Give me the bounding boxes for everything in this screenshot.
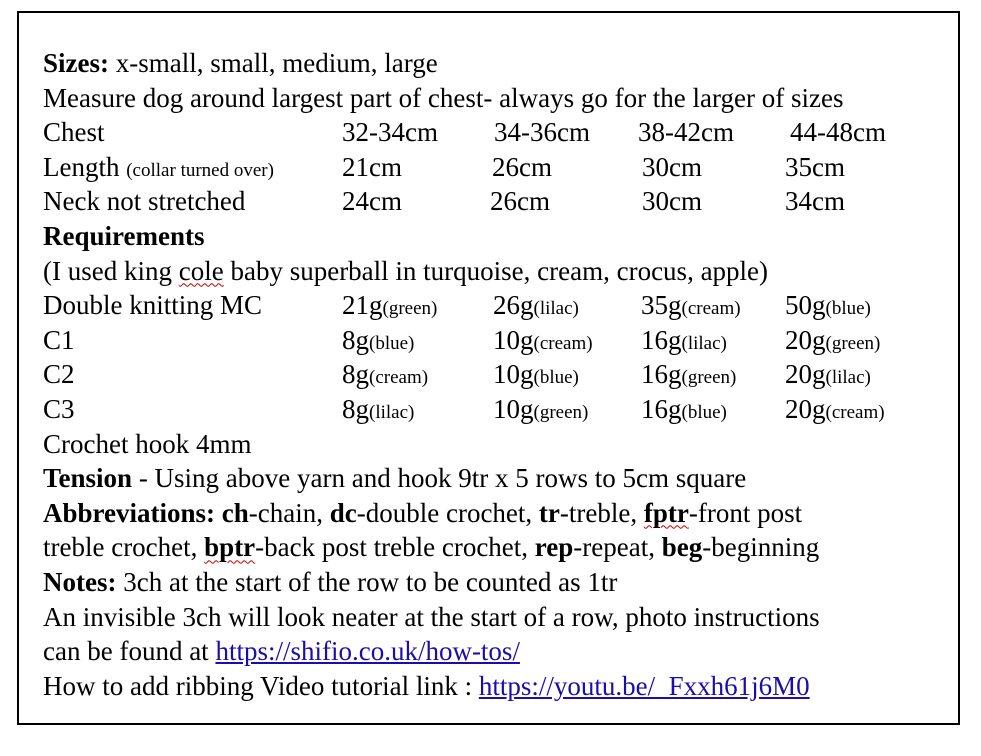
yarn-cell: 8g(blue) [342,324,415,355]
yarn-row-label: C2 [43,359,75,390]
yarn-used-post: baby superball in turquoise, cream, crocus, apple) [223,255,769,286]
invisible-ch-line-1: An invisible 3ch will look neater at the start of a row, photo instructions [43,601,820,632]
notes-label: Notes: [43,566,117,597]
chest-label: Chest [43,117,105,148]
fptr-abbrev: fptr [643,497,689,528]
chest-xsmall: 32-34cm [342,117,438,148]
yarn-row-label: C1 [43,324,75,355]
sizes-line [43,46,943,81]
chest-medium: 38-42cm [638,117,734,148]
yarn-row-label: C3 [43,393,75,424]
how-tos-link[interactable]: https://shifio.co.uk/how-tos/ [215,636,520,667]
yarn-cell: 10g(green) [493,393,589,424]
notes-line [43,565,943,600]
youtube-link[interactable]: https://youtu.be/_Fxxh61j6M0 [478,670,810,701]
yarn-row [43,288,943,323]
invisible-ch-line-2: can be found at https://shifio.co.uk/how-tos/ [43,636,520,667]
neck-small: 26cm [490,186,550,217]
yarn-cell: 16g(green) [641,359,737,390]
neck-xsmall: 24cm [342,186,402,217]
yarn-cell: 35g(cream) [641,290,741,321]
length-label: Length [43,151,127,182]
yarn-row [43,392,943,427]
yarn-cell: 20g(cream) [785,393,885,424]
yarn-row [43,323,943,358]
bptr-abbrev: bptr [204,532,256,563]
yarn-row [43,357,943,392]
yarn-brand-word: cole [178,255,224,286]
pattern-document [43,46,943,703]
tension-text: - Using above yarn and hook 9tr x 5 rows to 5cm square [132,463,747,494]
sizes-text: x-small, small, medium, large [108,48,438,78]
notes-text: 3ch at the start of the row to be counted as 1tr [116,566,618,597]
neck-medium: 30cm [642,186,702,217]
yarn-row-label: Double knitting MC [43,290,263,321]
neck-row [43,184,943,219]
yarn-cell: 26g(lilac) [493,290,579,321]
length-note: (collar turned over) [126,159,274,181]
neck-large: 34cm [785,186,845,217]
yarn-used-pre: (I used king [43,255,179,286]
yarn-cell: 50g(blue) [785,290,871,321]
requirements-title: Requirements [43,220,205,251]
yarn-cell: 10g(cream) [493,324,593,355]
yarn-cell: 20g(lilac) [785,359,871,390]
neck-label: Neck not stretched [43,186,246,217]
abbreviations-line-2: treble crochet, bptr-back post treble crochet, rep-repeat, beg-beginning [43,532,820,563]
yarn-cell: 20g(green) [785,324,881,355]
chest-row [43,115,943,150]
chest-small: 34-36cm [494,117,590,148]
yarn-cell: 8g(cream) [342,359,429,390]
yarn-cell: 16g(lilac) [641,324,727,355]
length-large: 35cm [785,151,845,182]
tension-label: Tension [43,463,133,494]
abbreviations-label: Abbreviations: [43,497,216,528]
chest-large: 44-48cm [790,117,886,148]
length-row [43,150,943,185]
yarn-cell: 10g(blue) [493,359,579,390]
measure-line: Measure dog around largest part of chest- always go for the larger of sizes [43,82,844,113]
sizes-label: Sizes: [43,48,109,78]
length-small: 26cm [492,151,552,182]
yarn-cell: 16g(blue) [641,393,727,424]
length-medium: 30cm [642,151,702,182]
tension-line [43,461,943,496]
hook-line: Crochet hook 4mm [43,428,252,459]
length-xsmall: 21cm [342,151,402,182]
requirements-heading [43,219,943,254]
abbreviations-line-1: Abbreviations: ch-chain, dc-double crochet, tr-treble, fptr-front post [43,497,803,528]
yarn-cell: 21g(green) [342,290,438,321]
yarn-cell: 8g(lilac) [342,393,415,424]
yarn-used-line [43,254,943,289]
ribbing-line: How to add ribbing Video tutorial link : https://youtu.be/_Fxxh61j6M0 [43,670,810,701]
